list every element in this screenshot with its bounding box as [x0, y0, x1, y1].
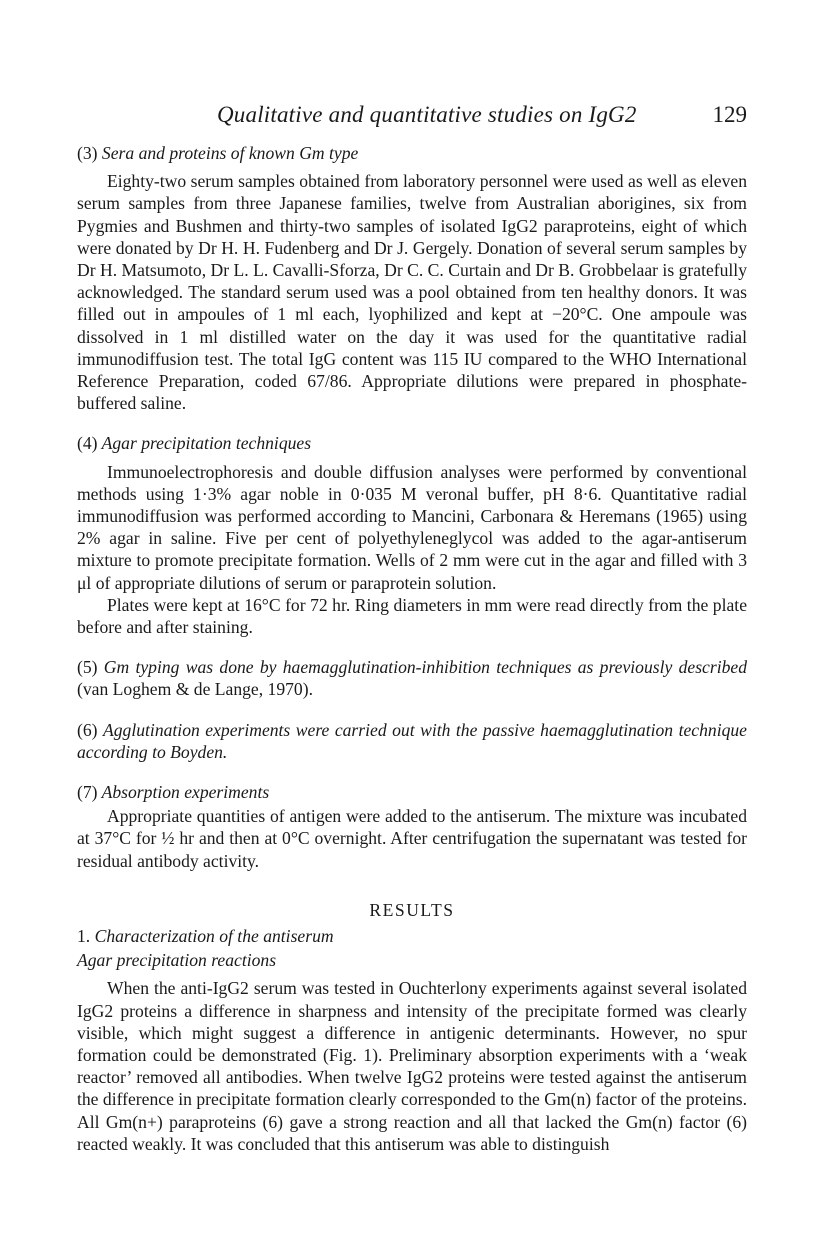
- results-paragraph: When the anti-IgG2 serum was tested in Ouchterlony experiments against several isolated IgG2 proteins a difference in sharpness and intensity of the precipitate formed was clearly visible, which might suggest a difference in antigenic determinants. However, no spur formation could be demonstrated (Fig. 1). Preliminary absorption experiments with a ‘weak reactor’ removed all antibodies. When twelve IgG2 proteins were tested against the antiserum the difference in precipitate formation clearly corresponded to the Gm(n) factor of the proteins. All Gm(n+) paraproteins (6) gave a strong reaction and all that lacked the Gm(n) factor (6) reacted weakly. It was concluded that this antiserum was able to distinguish: [77, 978, 747, 1154]
- section-5: [77, 656, 747, 700]
- section-3: [77, 142, 747, 414]
- section-5-text: (5) Gm typing was done by haemagglutination-inhibition techniques as previously described (van Loghem & de Lange, 1970).: [77, 657, 747, 700]
- section-7-paragraph: Appropriate quantities of antigen were added to the antiserum. The mixture was incubated at 37°C for ½ hr and then at 0°C overnight. After centrifugation the supernatant was tested for residual antibody activity.: [77, 806, 747, 871]
- page: [77, 96, 747, 1155]
- section-4-paragraph-1: Immunoelectrophoresis and double diffusion analyses were performed by conventional methods using 1·3% agar noble in 0·035 M veronal buffer, pH 8·6. Quantitative radial immunodiffusion was performed according to Mancini, Carbonara & Heremans (1965) using 2% agar in saline. Five per cent of polyethyleneglycol was added to the agar-antiserum mixture to promote precipitate formation. Wells of 2 mm were cut in the agar and filled with 3 μl of appropriate dilutions of serum or paraprotein solution.: [77, 461, 747, 593]
- section-3-paragraph: Eighty-two serum samples obtained from laboratory personnel were used as well as eleven serum samples from three Japanese families, twelve from Australian aborigines, six from Pygmies and Bushmen and thirty-two samples of isolated IgG2 paraproteins, eight of which were donated by Dr H. H. Fudenberg and Dr J. Gergely. Donation of several serum samples by Dr H. Matsumoto, Dr L. L. Cavalli-Sforza, Dr C. C. Curtain and Dr B. Grobbelaar is gratefully acknowledged. The standard serum used was a pool obtained from ten healthy donors. It was filled out in ampoules of 1 ml each, lyophilized and kept at −20°C. One ampoule was dissolved in 1 ml distilled water on the day it was used for the quantitative radial immunodiffusion test. The total IgG content was 115 IU compared to the WHO International Reference Preparation, coded 67/86. Appropriate dilutions were prepared in phosphate-buffered saline.: [77, 171, 747, 414]
- page-number: 129: [712, 102, 747, 127]
- section-6-text: (6) Agglutination experiments were carried out with the passive haemagglutination technique according to Boyden.: [77, 719, 747, 762]
- section-7-heading: (7) Absorption experiments: [77, 782, 270, 803]
- section-4: [77, 432, 747, 638]
- results-subheading-1: 1. Characterization of the antiserum: [77, 925, 334, 946]
- results-section: [77, 900, 747, 1155]
- section-3-heading: (3) Sera and proteins of known Gm type: [77, 143, 359, 163]
- section-7: [77, 781, 747, 872]
- results-subheading-2: Agar precipitation reactions: [77, 950, 277, 971]
- section-4-paragraph-2: Plates were kept at 16°C for 72 hr. Ring diameters in mm were read directly from the plate before and after staining.: [77, 594, 747, 638]
- section-6: [77, 719, 747, 763]
- section-4-heading: (4) Agar precipitation techniques: [77, 433, 312, 454]
- running-title: Qualitative and quantitative studies on IgG2: [217, 102, 637, 127]
- page-header: [77, 96, 747, 136]
- results-heading: RESULTS: [369, 899, 455, 920]
